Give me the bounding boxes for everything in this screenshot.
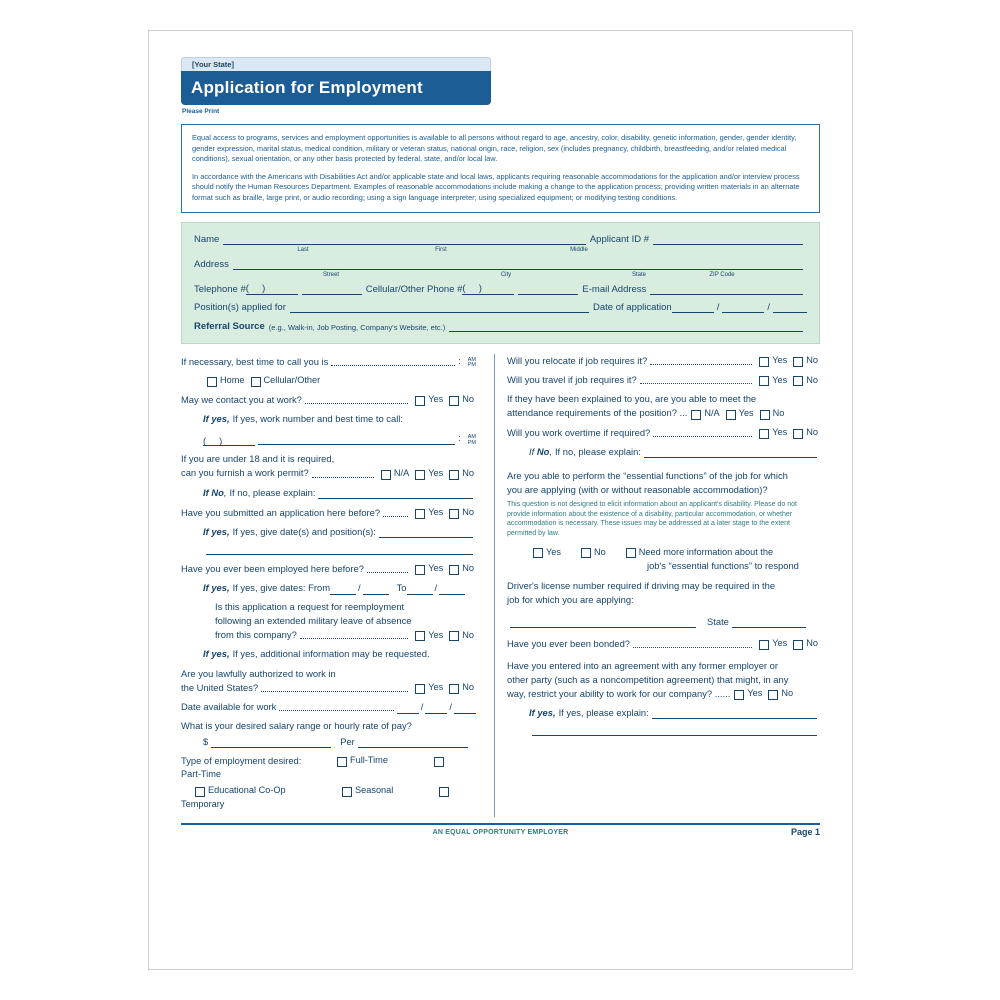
drivers-license-label-1: Driver's license number required if driving may be required in the	[507, 579, 776, 591]
work-permit-label-1: If you are under 18 and it is required,	[181, 453, 335, 465]
caption-zip: ZIP Code	[709, 272, 735, 279]
overtime-no-label: No	[806, 426, 818, 437]
prior-employment-no-checkbox[interactable]	[449, 565, 459, 575]
employment-type-label: Type of employment desired:	[181, 755, 302, 767]
essential-functions-yes-label: Yes	[546, 546, 561, 557]
salary-question	[181, 719, 476, 733]
prior-employment-question	[181, 562, 476, 576]
temporary-checkbox[interactable]	[439, 787, 449, 797]
reemployment-line-2	[215, 614, 476, 628]
work-permit-na-label: N/A	[393, 467, 410, 478]
cellular-label: Cellular/Other Phone #	[365, 284, 463, 296]
cellular-area-input[interactable]: ( )	[462, 283, 514, 295]
drivers-license-row	[507, 615, 820, 629]
essential-functions-more-info-label-1: Need more information about the	[638, 546, 774, 557]
work-number-row: ( ) : AM PM	[203, 432, 476, 447]
relocate-label: Will you relocate if job requires it?	[507, 355, 648, 367]
caption-state: State	[631, 272, 646, 279]
best-time-to-call-label: If necessary, best time to call you is	[181, 356, 329, 368]
address-subcaptions	[194, 272, 807, 278]
address-input[interactable]	[233, 258, 803, 270]
form-header	[181, 57, 820, 115]
salary-dollar-sign: $	[203, 735, 209, 747]
work-permit-explain-label: If no, please explain:	[229, 486, 316, 498]
page-number: Page 1	[790, 827, 820, 838]
reemployment-no-label: No	[462, 629, 474, 640]
work-pm-label: PM	[467, 439, 476, 446]
contact-at-work-yes-label: Yes	[428, 394, 444, 405]
attendance-yes-label: Yes	[738, 407, 754, 418]
work-number-label: If yes, work number and best time to call:	[232, 413, 403, 425]
relocate-yes-label: Yes	[772, 355, 788, 366]
noncompete-label-1: Have you entered into an agreement with any former employer or	[507, 659, 778, 671]
home-checkbox[interactable]	[207, 377, 217, 387]
drivers-license-label-2: job for which you are applying:	[507, 593, 634, 605]
employment-type-row-2	[181, 784, 476, 812]
overtime-explain-row: If No, If no, please explain:	[529, 445, 820, 459]
eeo-notice	[181, 124, 820, 213]
noncompete-question	[507, 687, 820, 701]
reemployment-label-3: from this company?	[215, 629, 297, 641]
prior-employment-no-label: No	[462, 563, 474, 574]
reemployment-no-checkbox[interactable]	[449, 631, 459, 641]
essential-functions-more-info-label-2: job's “essential functions” to respond	[647, 560, 799, 572]
bonded-no-checkbox[interactable]	[793, 640, 803, 650]
reemployment-yes-checkbox[interactable]	[415, 631, 425, 641]
noncompete-yes-label: Yes	[747, 688, 763, 699]
work-permit-explain-row: If No, If no, please explain:	[203, 486, 476, 500]
work-authorization-question	[181, 681, 476, 695]
if-no-text: No	[211, 486, 224, 498]
noncompete-explain-input-2[interactable]	[532, 725, 817, 736]
bonded-question	[507, 637, 820, 651]
prior-employment-dates-row: If yes, If yes, give dates: From / To /	[203, 581, 476, 595]
noncompete-explain-input[interactable]	[652, 708, 817, 719]
prior-application-label: Have you submitted an application here before?	[181, 506, 381, 518]
date-available-label: Date available for work	[181, 700, 277, 712]
work-authorization-label-1: Are you lawfully authorized to work in	[181, 667, 336, 679]
bonded-no-label: No	[806, 638, 818, 649]
contact-at-work-no-label: No	[462, 394, 474, 405]
caption-city: City	[500, 272, 512, 279]
home-label: Home	[220, 375, 245, 386]
work-permit-label-2: can you furnish a work permit?	[181, 467, 309, 479]
drivers-license-state-input[interactable]	[732, 617, 806, 628]
bonded-label: Have you ever been bonded?	[507, 637, 631, 649]
address-label: Address	[194, 259, 229, 271]
seasonal-label: Seasonal	[355, 784, 394, 795]
travel-no-label: No	[806, 374, 818, 385]
temporary-label: Temporary	[181, 798, 225, 809]
contact-at-work-question	[181, 393, 476, 407]
noncompete-line-1	[507, 659, 820, 673]
eeo-paragraph-1: Equal access to programs, services and employment opportunities is available to all persons without regard to age, ancestry, color, disability, genetic information, gender, gender identity, gender expression, marital status, medical condition, military or veteran status, national origin, race, religion, sex (includes pregnancy, childbirth, breastfeeding, and/or related medical conditions), sexual orientation, or any other basis protected by federal, state, and/or local law.	[192, 133, 797, 164]
prior-employment-from-label: If yes, give dates: From	[232, 581, 331, 593]
prior-employment-label: Have you ever been employed here before?	[181, 562, 364, 574]
applicant-id-label: Applicant ID #	[589, 234, 649, 246]
bonded-yes-label: Yes	[772, 638, 788, 649]
page-title: Application for Employment	[181, 71, 491, 105]
drivers-license-line-2	[507, 593, 820, 607]
salary-label: What is your desired salary range or hourly rate of pay?	[181, 719, 412, 731]
right-column	[503, 354, 820, 816]
attendance-no-checkbox[interactable]	[760, 410, 770, 420]
prior-employment-yes-checkbox[interactable]	[415, 565, 425, 575]
essential-functions-no-checkbox[interactable]	[581, 548, 591, 558]
attendance-question	[507, 406, 820, 420]
overtime-label: Will you work overtime if required?	[507, 426, 651, 438]
work-authorization-no-label: No	[462, 681, 474, 692]
attendance-no-label: No	[772, 407, 785, 418]
salary-per-label: Per	[340, 735, 355, 747]
work-number-area-input[interactable]: ( )	[203, 434, 255, 446]
relocate-yes-checkbox[interactable]	[759, 357, 769, 367]
applicant-id-input[interactable]	[653, 233, 803, 245]
application-date-year[interactable]	[773, 302, 807, 313]
contact-at-work-no-checkbox[interactable]	[449, 396, 459, 406]
travel-yes-label: Yes	[772, 374, 788, 385]
part-time-checkbox[interactable]	[434, 757, 444, 767]
full-time-checkbox[interactable]	[337, 757, 347, 767]
name-subcaptions	[194, 247, 807, 253]
drivers-license-state-label: State	[707, 615, 729, 627]
work-permit-no-checkbox[interactable]	[449, 470, 459, 480]
position-label: Position(s) applied for	[194, 302, 286, 314]
work-permit-no-label: No	[462, 467, 474, 478]
overtime-yes-label: Yes	[772, 426, 788, 437]
attendance-label-2: attendance requirements of the position? ...	[507, 407, 688, 419]
work-permit-yes-label: Yes	[428, 467, 444, 478]
educational-coop-label: Educational Co-Op	[208, 784, 286, 795]
attendance-na-label: N/A	[704, 407, 720, 418]
attendance-yes-checkbox[interactable]	[726, 410, 736, 420]
full-time-label: Full-Time	[350, 755, 388, 766]
attendance-na-checkbox[interactable]	[691, 410, 701, 420]
caption-middle: Middle	[570, 247, 588, 254]
travel-yes-checkbox[interactable]	[759, 376, 769, 386]
travel-question	[507, 373, 820, 387]
prior-employment-from-month[interactable]	[330, 584, 356, 595]
essential-functions-answers	[529, 546, 820, 560]
referral-source-input[interactable]	[449, 320, 803, 332]
overtime-question	[507, 426, 820, 440]
name-label: Name	[194, 234, 220, 246]
reemployment-question	[215, 628, 476, 642]
attendance-line-1	[507, 392, 820, 406]
prior-application-no-label: No	[462, 506, 474, 517]
work-authorization-yes-label: Yes	[428, 681, 444, 692]
work-authorization-label-2: the United States?	[181, 681, 259, 693]
work-permit-question	[181, 466, 476, 480]
position-input[interactable]	[290, 301, 589, 313]
overtime-explain-input[interactable]	[644, 447, 817, 458]
relocate-no-label: No	[806, 355, 818, 366]
date-available-month[interactable]	[397, 703, 419, 714]
form-page	[148, 30, 853, 970]
noncompete-explain-row: If yes, If yes, please explain:	[529, 706, 820, 720]
work-am-pm-marker	[468, 435, 476, 447]
cellular-other-label: Cellular/Other	[263, 375, 321, 386]
seasonal-checkbox[interactable]	[342, 787, 352, 797]
telephone-input[interactable]	[302, 283, 362, 295]
telephone-label: Telephone #	[194, 284, 246, 296]
date-available-question: Date available for work / /	[181, 700, 476, 714]
caption-last: Last	[297, 247, 309, 254]
essential-functions-more-info-line-2	[647, 559, 820, 573]
application-date-label: Date of application	[593, 302, 672, 314]
prior-application-no-checkbox[interactable]	[449, 509, 459, 519]
essential-functions-no-label: No	[594, 546, 606, 557]
noncompete-explain-label: If yes, please explain:	[558, 707, 649, 719]
contact-at-work-label: May we contact you at work?	[181, 394, 302, 405]
noncompete-label-3: way, restrict your ability to work for our company? ......	[507, 688, 731, 700]
bonded-yes-checkbox[interactable]	[759, 640, 769, 650]
state-tab: [Your State]	[181, 57, 491, 71]
work-authorization-line-1	[181, 667, 476, 681]
email-input[interactable]	[650, 283, 803, 295]
drivers-license-line-1	[507, 579, 820, 593]
prior-application-dates-row: If yes, If yes, give date(s) and position(s):	[203, 525, 476, 539]
prior-employment-to-month[interactable]	[407, 584, 433, 595]
overtime-if-no-text: No	[536, 445, 550, 457]
email-label: E-mail Address	[582, 284, 647, 296]
application-date-day[interactable]	[722, 302, 764, 313]
essential-functions-line-2	[507, 483, 820, 497]
best-time-to-call-input[interactable]	[331, 356, 455, 366]
am-label: AM	[467, 356, 476, 363]
relocate-no-checkbox[interactable]	[793, 357, 803, 367]
contact-at-work-yes-checkbox[interactable]	[415, 396, 425, 406]
date-available-day[interactable]	[425, 703, 447, 714]
applicant-info-section: Name Applicant ID # Last First Middle Address Street City State ZIP Code Telephone # ( ) Cellular/Other Phone # ( ) E-mail Address Position(s) applied for Date of application / / Referral Source (e.g., Walk-in, Job Posting, Company's Website, etc.)	[181, 222, 820, 344]
reemployment-label-2: following an extended military leave of absence	[215, 615, 412, 627]
telephone-area-input[interactable]: ( )	[246, 283, 298, 295]
essential-functions-yes-checkbox[interactable]	[533, 548, 543, 558]
pm-label: PM	[467, 362, 476, 369]
salary-input[interactable]	[211, 737, 331, 748]
reemployment-note-label: If yes, additional information may be requested.	[232, 648, 430, 660]
travel-no-checkbox[interactable]	[793, 376, 803, 386]
noncompete-line-2	[507, 673, 820, 687]
part-time-label: Part-Time	[181, 769, 221, 780]
reemployment-note-row: If yes, If yes, additional information may be requested.	[203, 647, 476, 661]
caption-first: First	[435, 247, 447, 254]
noncompete-explain-row-2	[529, 725, 820, 737]
prior-application-dates-input-2[interactable]	[206, 544, 473, 555]
best-time-to-call-question: If necessary, best time to call you is : AM PM	[181, 355, 476, 369]
essential-functions-more-info-checkbox[interactable]	[626, 548, 636, 558]
reemployment-yes-label: Yes	[428, 629, 444, 640]
referral-source-hint: (e.g., Walk-in, Job Posting, Company's Website, etc.)	[268, 323, 446, 333]
application-date-month[interactable]	[672, 302, 714, 313]
am-pm-marker	[468, 358, 476, 370]
reemployment-line-1	[215, 600, 476, 614]
questions-area	[181, 354, 820, 816]
relocate-question	[507, 354, 820, 368]
work-authorization-yes-checkbox[interactable]	[415, 684, 425, 694]
salary-row	[203, 735, 476, 749]
travel-label: Will you travel if job requires it?	[507, 374, 637, 386]
work-permit-yes-checkbox[interactable]	[415, 470, 425, 480]
date-available-year[interactable]	[454, 703, 476, 714]
prior-employment-yes-label: Yes	[428, 563, 444, 574]
essential-functions-label-1: Are you able to perform the “essential functions” of the job for which	[507, 469, 788, 481]
equal-opportunity-statement: AN EQUAL OPPORTUNITY EMPLOYER	[432, 828, 569, 836]
essential-functions-label-2: you are applying (with or without reasonable accommodation)?	[507, 483, 768, 495]
page-footer	[181, 823, 820, 836]
prior-application-dates-input[interactable]	[379, 527, 473, 538]
work-authorization-no-checkbox[interactable]	[449, 684, 459, 694]
cellular-other-checkbox[interactable]	[251, 377, 261, 387]
overtime-explain-label: If no, please explain:	[554, 445, 641, 457]
prior-application-dates-row-2	[203, 544, 476, 556]
work-number-input[interactable]	[258, 434, 455, 445]
overtime-no-checkbox[interactable]	[793, 429, 803, 439]
prior-application-yes-checkbox[interactable]	[415, 509, 425, 519]
referral-source-label: Referral Source	[194, 321, 265, 333]
cellular-input[interactable]	[518, 283, 578, 295]
work-permit-explain-input[interactable]	[318, 488, 473, 499]
work-permit-na-checkbox[interactable]	[381, 470, 391, 480]
please-print-label: Please Print	[182, 108, 220, 115]
prior-employment-to-year[interactable]	[439, 584, 465, 595]
left-column	[181, 354, 486, 816]
eeo-paragraph-2: In accordance with the Americans with Disabilities Act and/or applicable state and local laws, applicants requiring reasonable accommodations for the application and/or interview process should notify the Human Resources Department. Examples of reasonable accommodations include making a change to the application process; providing written materials in an alternate format such as braille, large print, or audio recording; using a sign language interpreter; using specialized equipment; or modifying testing conditions.	[192, 171, 800, 202]
noncompete-yes-checkbox[interactable]	[734, 690, 744, 700]
noncompete-no-checkbox[interactable]	[768, 690, 778, 700]
attendance-label-1: If they have been explained to you, are you able to meet the	[507, 393, 757, 405]
contact-method-row	[203, 374, 476, 388]
noncompete-label-2: other party (such as a noncompetition agreement) that might, in any	[507, 674, 789, 686]
column-divider	[494, 354, 495, 816]
prior-application-question	[181, 506, 476, 520]
if-yes-text: If yes,	[203, 413, 230, 425]
prior-employment-to-label: To	[396, 581, 407, 593]
name-input[interactable]	[223, 233, 586, 245]
work-am-label: AM	[467, 433, 476, 440]
salary-per-input[interactable]	[358, 737, 468, 748]
work-permit-line1	[181, 452, 476, 466]
caption-street: Street	[322, 272, 339, 279]
educational-coop-checkbox[interactable]	[195, 787, 205, 797]
prior-application-yes-label: Yes	[428, 506, 444, 517]
employment-type-row	[181, 754, 476, 782]
noncompete-no-label: No	[781, 688, 794, 699]
prior-application-dates-label: If yes, give date(s) and position(s):	[232, 525, 376, 537]
essential-functions-note: This question is not designed to elicit information about an applicant's disability. Please do not provide information about the existence of a disability, particular accommodation, or whether accommodation is necessary. These issues may be addressed at a later stage to the extent permitted by law.	[507, 500, 797, 537]
overtime-yes-checkbox[interactable]	[759, 429, 769, 439]
work-number-prompt	[203, 412, 476, 426]
reemployment-label-1: Is this application a request for reemployment	[215, 601, 405, 613]
essential-functions-line-1	[507, 469, 820, 483]
prior-employment-from-year[interactable]	[363, 584, 389, 595]
drivers-license-input[interactable]	[510, 617, 696, 628]
